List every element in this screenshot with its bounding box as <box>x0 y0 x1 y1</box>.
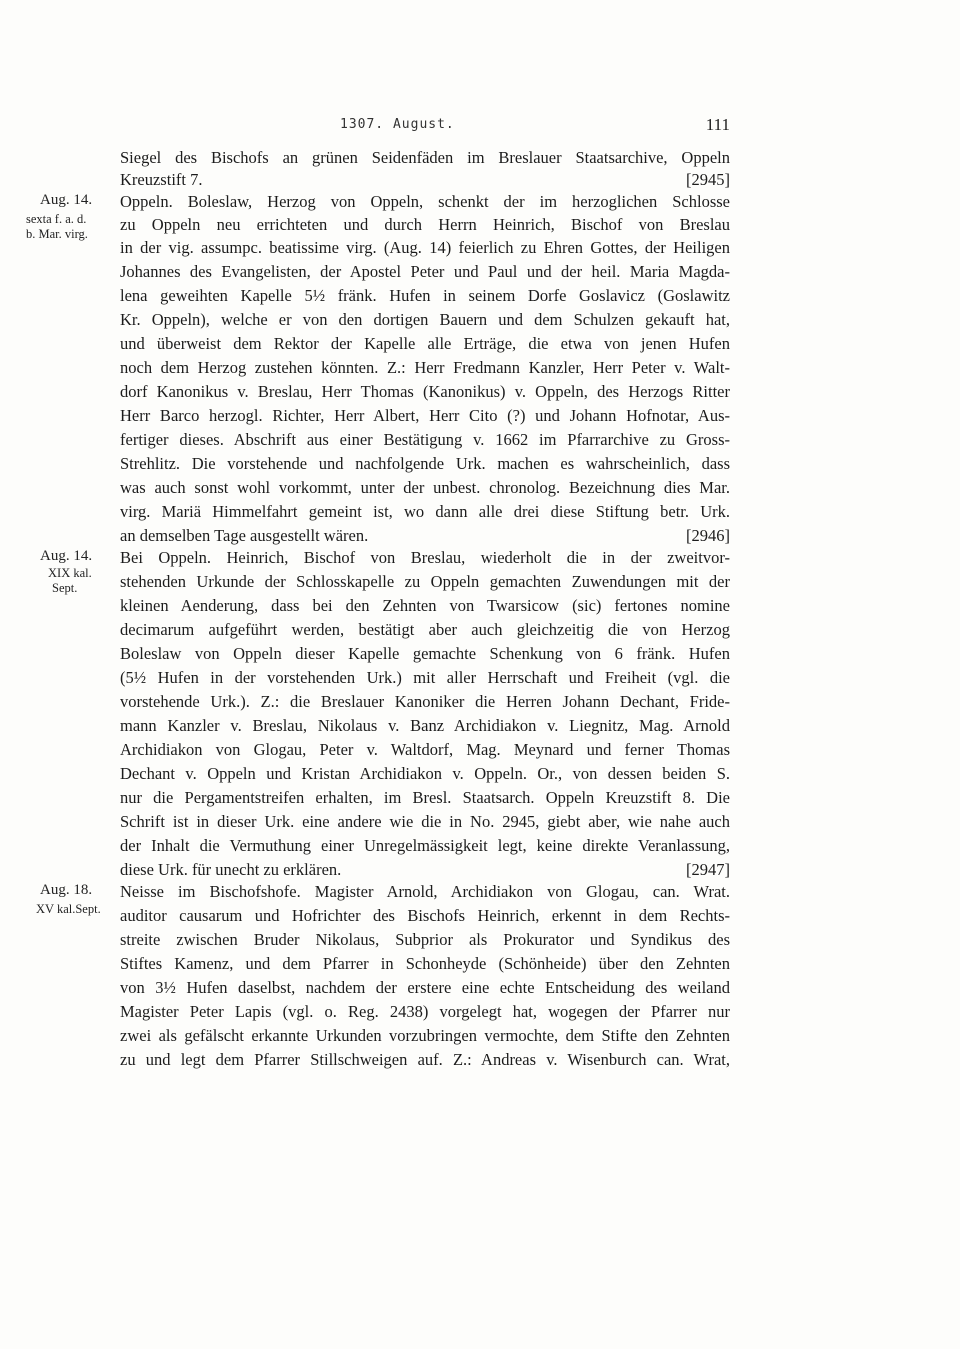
text-line: Archidiakon von Glogau, Peter v. Waltdorf, Mag. Meynard und ferner Thomas <box>120 740 730 759</box>
text-line: von 3½ Hufen daselbst, nachdem der erstere eine echte Entscheidung des weiland <box>120 978 730 997</box>
text-line: Johannes des Evangelisten, der Apostel Peter und Paul und der heil. Maria Magda- <box>120 262 730 281</box>
text-line-content: an demselben Tage ausgestellt wären. <box>120 526 369 545</box>
text-line: vorstehende Urk.). Z.: die Breslauer Kanoniker die Herren Johann Dechant, Fride- <box>120 692 730 711</box>
entry-number: [2946] <box>686 526 730 545</box>
text-line: Strehlitz. Die vorstehende und nachfolgende Urk. machen es wahrscheinlich, dass <box>120 454 730 473</box>
text-line: Herr Barco herzogl. Richter, Herr Albert, Herr Cito (?) und Johann Hofnotar, Aus- <box>120 406 730 425</box>
text-line: Oppeln. Boleslaw, Herzog von Oppeln, schenkt der im herzoglichen Schlosse <box>120 192 730 211</box>
text-line: mann Kanzler v. Breslau, Nikolaus v. Banz Archidiakon v. Liegnitz, Mag. Arnold <box>120 716 730 735</box>
text-line: und überweist dem Rektor der Kapelle alle Erträge, die etwa von jenen Hufen <box>120 334 730 353</box>
text-line: dorf Kanonikus v. Breslau, Herr Thomas (Kanonikus) v. Oppeln, des Herzogs Ritter <box>120 382 730 401</box>
text-line: Kr. Oppeln), welche er von den dortigen Bauern und dem Schulzen gekauft hat, <box>120 310 730 329</box>
text-line: Stiftes Kamenz, und dem Pfarrer in Schonheyde (Schönheide) über den Zehnten <box>120 954 730 973</box>
margin-note: XV kal.Sept. <box>36 902 101 916</box>
page-number: 111 <box>705 115 730 134</box>
text-line: Magister Peter Lapis (vgl. o. Reg. 2438) vorgelegt hat, wogegen der Pfarrer nur <box>120 1002 730 1021</box>
text-line <box>120 169 730 191</box>
text-line-content: Kreuzstift 7. <box>120 170 203 189</box>
text-line: Siegel des Bischofs an grünen Seidenfäden im Breslauer Staatsarchive, Oppeln <box>120 148 730 167</box>
text-line: Boleslaw von Oppeln dieser Kapelle gemachte Schenkung von 6 fränk. Hufen <box>120 644 730 663</box>
text-line <box>120 525 730 547</box>
margin-note: sexta f. a. d. <box>26 212 87 226</box>
text-line: (5½ Hufen in der vorstehenden Urk.) mit aller Herrschaft und Freiheit (vgl. die <box>120 668 730 687</box>
text-line: fertiger dieses. Abschrift aus einer Bestätigung v. 1662 im Pfarrarchive zu Gross- <box>120 430 730 449</box>
text-line: streite zwischen Bruder Nikolaus, Subprior als Prokurator und Syndikus des <box>120 930 730 949</box>
margin-date: Aug. 18. <box>40 882 93 898</box>
margin-note: XIX kal. <box>48 566 92 580</box>
text-line: zu Oppeln neu errichteten und durch Herrn Heinrich, Bischof von Breslau <box>120 215 730 234</box>
text-line: Schrift ist in dieser Urk. eine andere wie die in No. 2945, giebt aber, wie nahe auch <box>120 812 730 831</box>
text-line: decimarum aufgeführt werden, bestätigt aber auch gleichzeitig die von Herzog <box>120 620 730 639</box>
text-line: nur die Pergamentstreifen erhalten, im Bresl. Staatsarch. Oppeln Kreuzstift 8. Die <box>120 788 730 807</box>
margin-date: Aug. 14. <box>40 192 93 208</box>
text-line: Bei Oppeln. Heinrich, Bischof von Breslau, wiederholt die in der zweitvor- <box>120 548 730 567</box>
text-line: zwei als gefälscht erkannte Urkunden vorzubringen vermochte, dem Stifte den Zehnten <box>120 1026 730 1045</box>
text-line: virg. Mariä Himmelfahrt gemeint ist, wo dann alle drei diese Stiftung betr. Urk. <box>120 502 730 521</box>
text-line <box>120 859 730 881</box>
page-header <box>120 115 730 139</box>
text-line: Dechant v. Oppeln und Kristan Archidiakon v. Oppeln. Or., von dessen beiden S. <box>120 764 730 783</box>
margin-note: b. Mar. virg. <box>26 227 88 241</box>
text-line: noch dem Herzog zustehen könnten. Z.: Herr Fredmann Kanzler, Herr Peter v. Walt- <box>120 358 730 377</box>
text-line: in der vig. assumpc. beatissime virg. (Aug. 14) feierlich zu Ehren Gottes, der Heiligen <box>120 238 730 257</box>
entry-number: [2945] <box>686 170 730 189</box>
text-line: Neisse im Bischofshofe. Magister Arnold, Archidiakon von Glogau, can. Wrat. <box>120 882 730 901</box>
text-line-content: diese Urk. für unecht zu erklären. <box>120 860 342 879</box>
running-head: 1307. August. <box>340 117 455 132</box>
text-line: lena geweihten Kapelle 5½ fränk. Hufen in seinem Dorfe Goslavicz (Goslawitz <box>120 286 730 305</box>
text-line: stehenden Urkunde der Schlosskapelle zu Oppeln gemachten Zuwendungen mit der <box>120 572 730 591</box>
text-line: was auch sonst wohl vorkommt, unter der unbest. chronolog. Bezeichnung dies Mar. <box>120 478 730 497</box>
text-line: zu und legt dem Pfarrer Stillschweigen auf. Z.: Andreas v. Wisenburch can. Wrat, <box>120 1050 730 1069</box>
text-line: auditor causarum und Hofrichter des Bischofs Heinrich, erkennt in dem Rechts- <box>120 906 730 925</box>
margin-note: Sept. <box>52 581 78 595</box>
entry-number: [2947] <box>686 860 730 879</box>
margin-date: Aug. 14. <box>40 548 93 564</box>
text-line: der Inhalt die Vermuthung einer Unregelmässigkeit legt, keine direkte Veranlassung, <box>120 836 730 855</box>
text-line: kleinen Aenderung, dass bei den Zehnten von Twarsicow (sic) fertones nomine <box>120 596 730 615</box>
